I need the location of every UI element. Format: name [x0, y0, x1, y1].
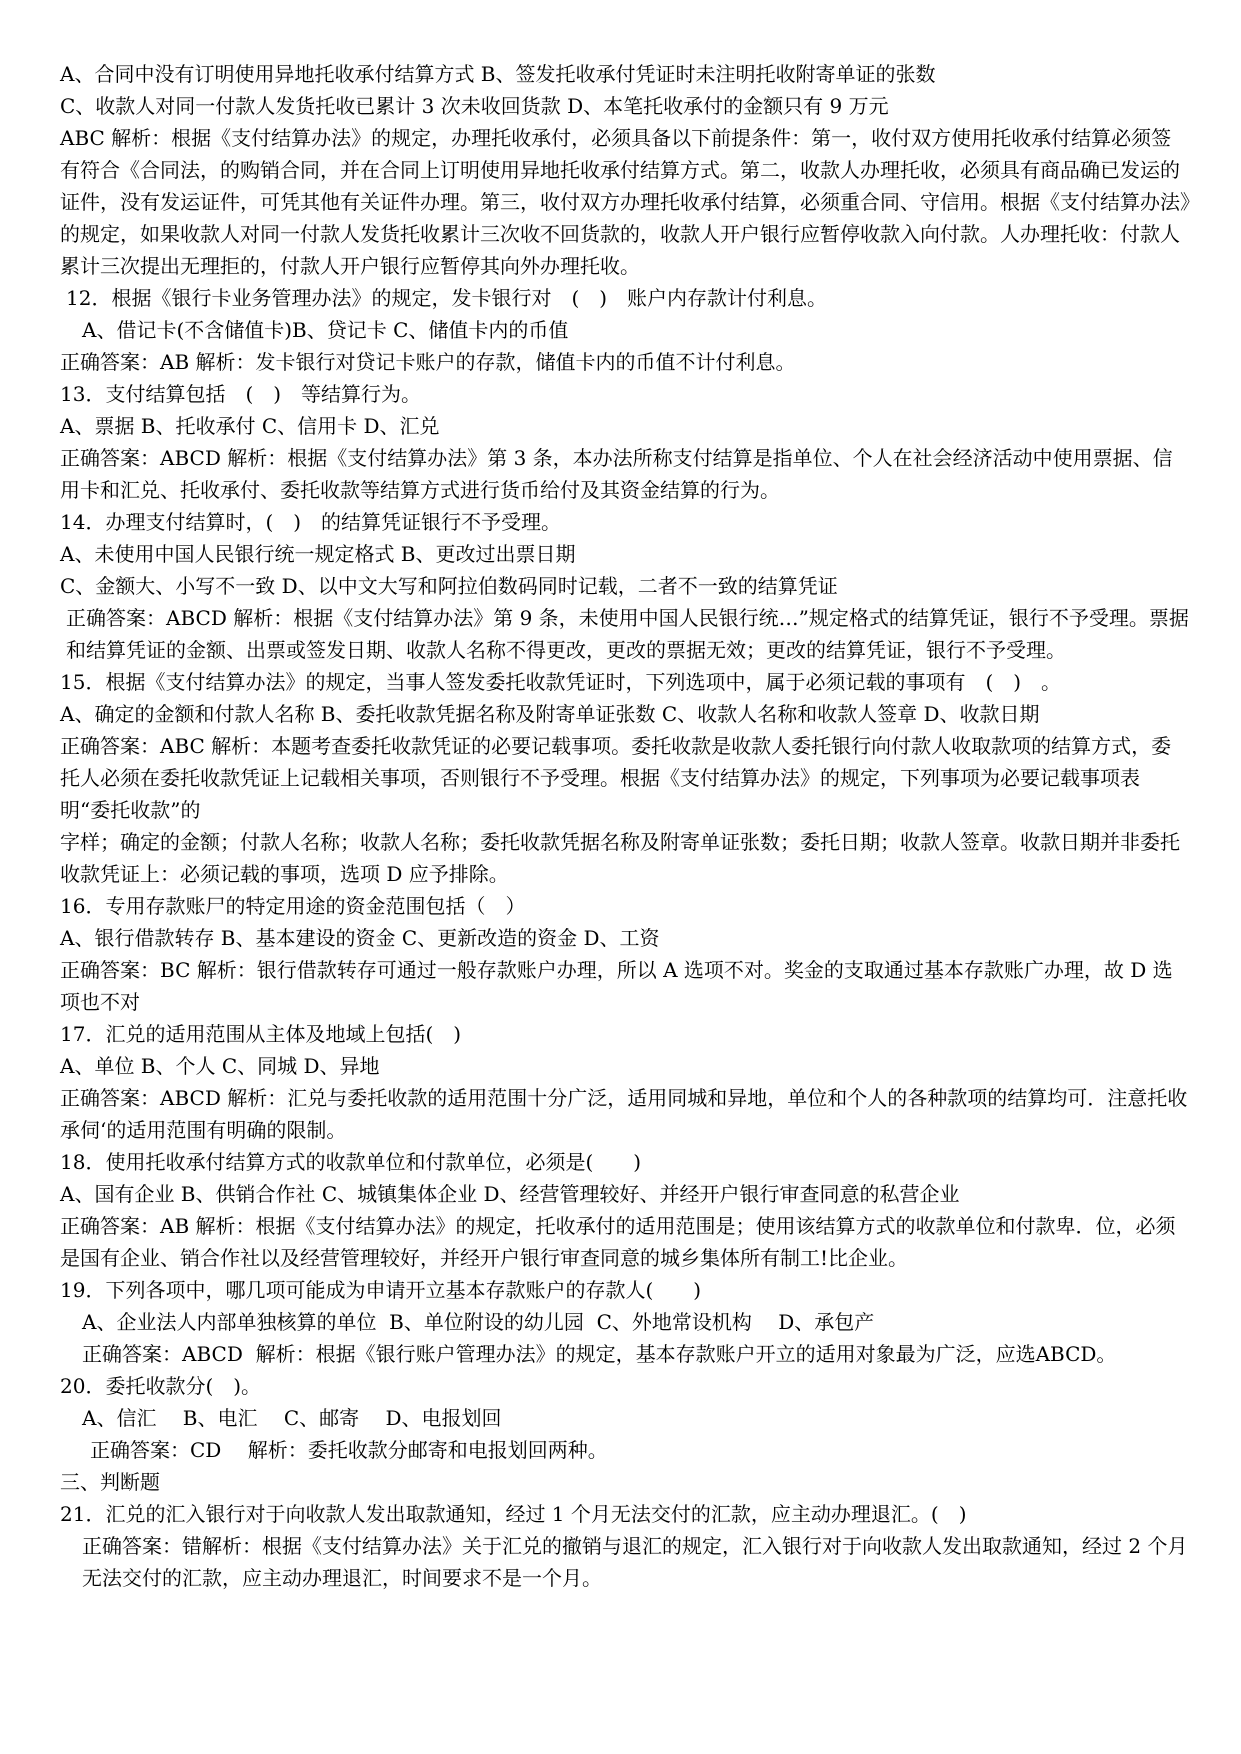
- document-page: [60, 58, 1190, 1594]
- text-line: 正确答案：ABCD 解析：汇兑与委托收款的适用范围十分广泛，适用同城和异地，单位和个人的各种款项的结算均可．注意托收承伺‘的适用范围有明确的限制。: [60, 1086, 1188, 1142]
- text-line: 13．支付结算包括 ( ) 等结算行为。: [60, 382, 422, 406]
- text-line: 18．使用托收承付结算方式的收款单位和付款单位，必须是( ): [60, 1150, 642, 1174]
- text-line: A、合同中没有订明使用异地托收承付结算方式 B、签发托收承付凭证时未注明托收附寄单证的张数: [60, 62, 936, 86]
- text-line: 三、判断题: [60, 1470, 160, 1494]
- text-line: 正确答案：ABCD 解析：根据《支付结算办法》第 9 条，未使用中国人民银行统…”规定格式的结算凭证，银行不予受理。票据和结算凭证的金额、出票或签发日期、收款人名称不得更改，更改的票据无效；更改的结算凭证，银行不予受理。: [66, 606, 1189, 662]
- text-line: 14．办理支付结算时，( ) 的结算凭证银行不予受理。: [60, 510, 562, 534]
- text-line: A、未使用中国人民银行统一规定格式 B、更改过出票日期: [60, 542, 576, 566]
- text-line: A、借记卡(不含储值卡)B、贷记卡 C、储值卡内的币值: [82, 318, 569, 342]
- text-line: A、确定的金额和付款人名称 B、委托收款凭据名称及附寄单证张数 C、收款人名称和收款人签章 D、收款日期: [60, 702, 1040, 726]
- text-line: 正确答案：错解析：根据《支付结算办法》关于汇兑的撤销与退汇的规定，汇入银行对于向收款人发出取款通知，经过 2 个月无法交付的汇款，应主动办理退汇，时间要求不是一个月。: [82, 1534, 1188, 1590]
- text-line: 20．委托收款分( )。: [60, 1374, 262, 1398]
- text-line: 正确答案：AB 解析：发卡银行对贷记卡账户的存款，储值卡内的币值不计付利息。: [60, 350, 796, 374]
- text-line: ABC 解析：根据《支付结算办法》的规定，办理托收承付，必须具备以下前提条件：第一，收付双方使用托收承付结算必须签有符合《合同法，的购销合同，并在合同上订明使用异地托收承付结算方式。第二，收款人办理托收，必须具有商品确已发运的证件，没有发运证件，可凭其他有关证件办理。第三，收付双方办理托收承付结算，必须重合同、守信用。根据《支付结算办法》的规定，如果收款人对同一付款人发货托收累计三次收不回货款的，收款人开户银行应暂停收款入向付款。人办理托收：付款人累计三次提出无理拒的，付款人开户银行应暂停其向外办理托收。: [60, 126, 1190, 278]
- text-line: 17．汇兑的适用范围从主体及地域上包括( ): [60, 1022, 462, 1046]
- text-line: 21．汇兑的汇入银行对于向收款人发出取款通知，经过 1 个月无法交付的汇款，应主动办理退汇。( ): [60, 1502, 967, 1526]
- text-line: A、银行借款转存 B、基本建设的资金 C、更新改造的资金 D、工资: [60, 926, 660, 950]
- text-line: 19．下列各项中，哪几项可能成为申请开立基本存款账户的存款人( ): [60, 1278, 702, 1302]
- text-line: 正确答案：ABC 解析：本题考查委托收款凭证的必要记载事项。委托收款是收款人委托银行向付款人收取款项的结算方式，委托人必须在委托收款凭证上记载相关事项，否则银行不予受理。根据《支付结算办法》的规定，下列事项为必要记载事项表明“委托收款”的: [60, 734, 1172, 822]
- text-line: C、金额大、小写不一致 D、以中文大写和阿拉伯数码同时记载，二者不一致的结算凭证: [60, 574, 838, 598]
- text-line: 正确答案：CD 解析：委托收款分邮寄和电报划回两种。: [90, 1438, 608, 1462]
- text-line: 正确答案：BC 解析：银行借款转存可通过一般存款账户办理，所以 A 选项不对。奖金的支取通过基本存款账广办理，故 D 选项也不对: [60, 958, 1173, 1014]
- text-line: A、国有企业 B、供销合作社 C、城镇集体企业 D、经营管理较好、并经开户银行审查同意的私营企业: [60, 1182, 960, 1206]
- text-line: 正确答案：AB 解析：根据《支付结算办法》的规定，托收承付的适用范围是；使用该结算方式的收款单位和付款卑．位，必须是国有企业、销合作社以及经营管理较好，并经开户银行审查同意的城乡集体所有制工!比企业。: [60, 1214, 1176, 1270]
- text-line: C、收款人对同一付款人发货托收已累计 3 次未收回货款 D、本笔托收承付的金额只有 9 万元: [60, 94, 889, 118]
- text-line: 正确答案：ABCD 解析：根据《支付结算办法》第 3 条，本办法所称支付结算是指单位、个人在社会经济活动中使用票据、信用卡和汇兑、托收承付、委托收款等结算方式进行货币给付及其资金结算的行为。: [60, 446, 1173, 502]
- text-line: A、票据 B、托收承付 C、信用卡 D、汇兑: [60, 414, 440, 438]
- text-line: 16．专用存款账尸的特定用途的资金范围包括（ ）: [60, 894, 526, 918]
- text-line: A、信汇 B、电汇 C、邮寄 D、电报划回: [82, 1406, 502, 1430]
- text-line: A、单位 B、个人 C、同城 D、异地: [60, 1054, 380, 1078]
- text-line: A、企业法人内部单独核算的单位 B、单位附设的幼儿园 C、外地常设机构 D、承包产: [82, 1310, 875, 1334]
- text-line: 15．根据《支付结算办法》的规定，当事人签发委托收款凭证时，下列选项中，属于必须记载的事项有 ( ) 。: [60, 670, 1062, 694]
- text-line: 12．根据《银行卡业务管理办法》的规定，发卡银行对 ( ) 账户内存款计付利息。: [66, 286, 828, 310]
- text-line: 字样；确定的金额；付款人名称；收款人名称；委托收款凭据名称及附寄单证张数；委托日期；收款人签章。收款日期并非委托收款凭证上：必须记载的事项，选项 D 应予排除。: [60, 830, 1180, 886]
- text-line: 正确答案：ABCD 解析：根据《银行账户管理办法》的规定，基本存款账户开立的适用对象最为广泛，应选ABCD。: [82, 1342, 1117, 1366]
